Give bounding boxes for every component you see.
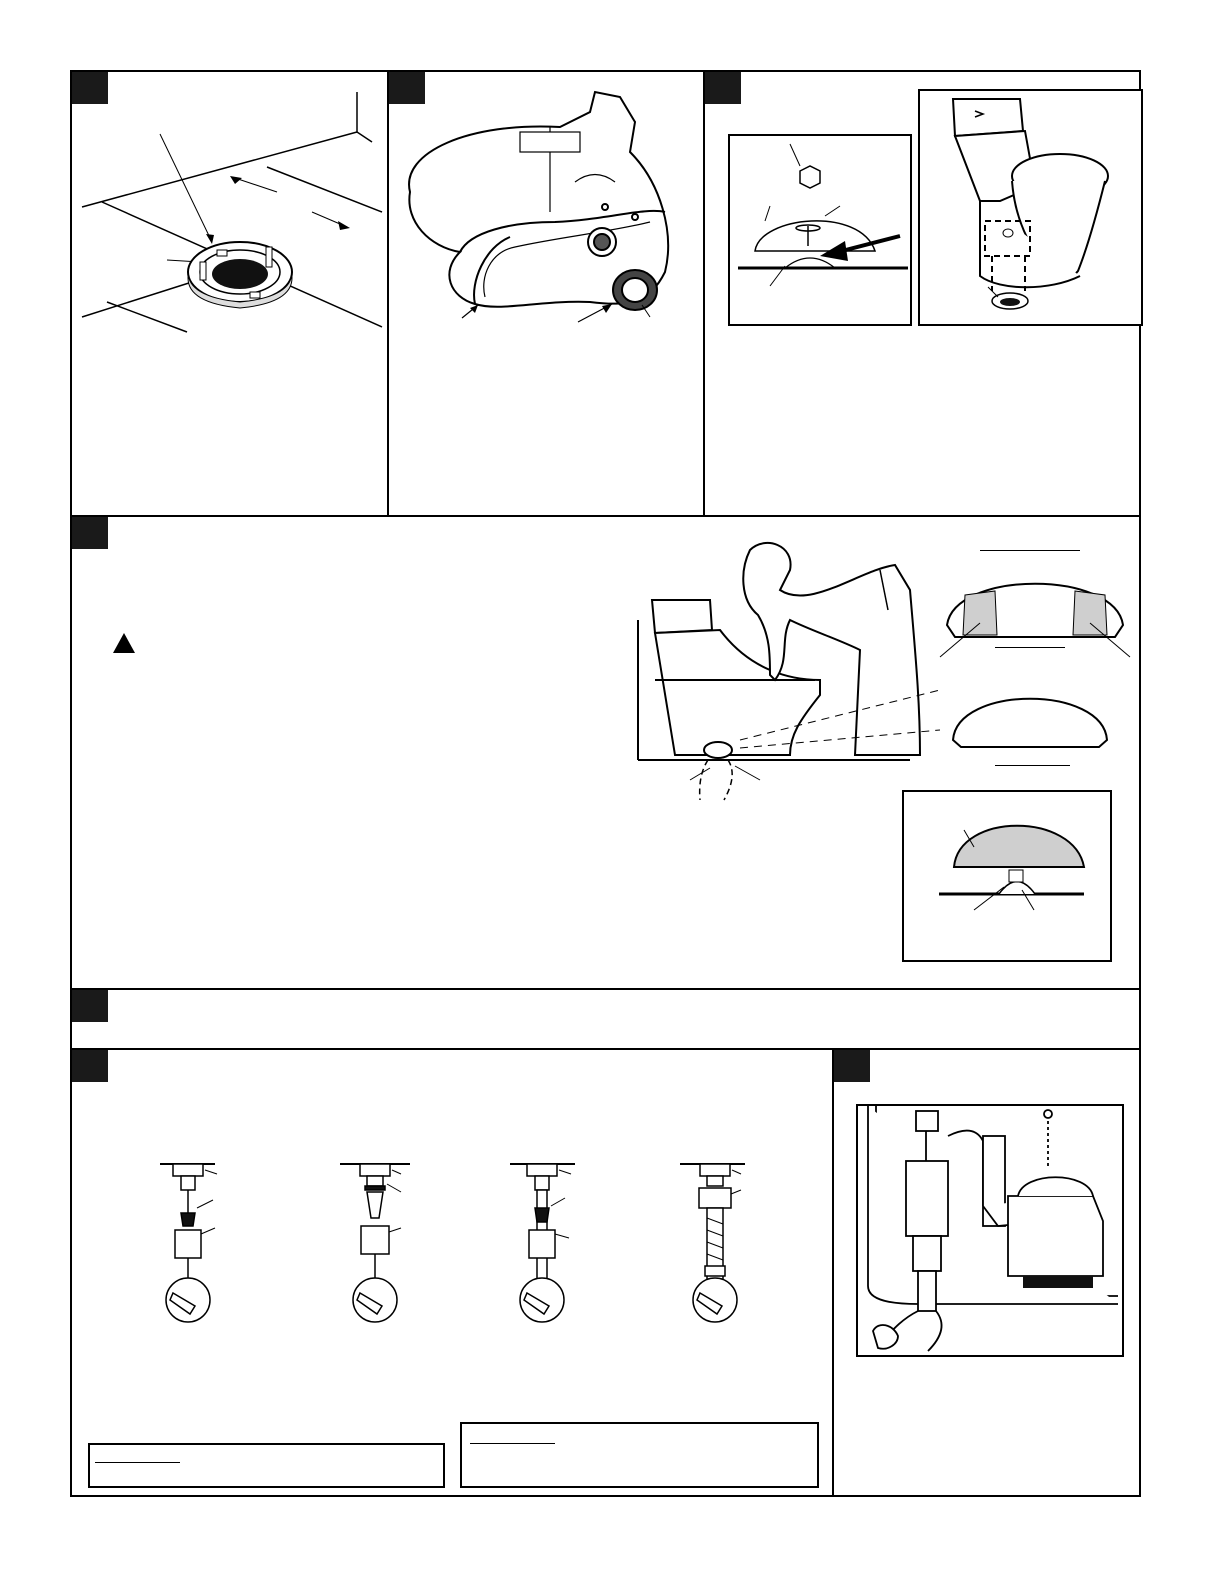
cap-view-rule-top [980, 550, 1080, 551]
supply-connection-variant-3 [505, 1158, 585, 1328]
step-5-badge [72, 990, 108, 1022]
divider-h-1 [70, 515, 1141, 517]
supply-connection-variant-2 [335, 1158, 415, 1328]
step-6-badge [72, 1050, 108, 1082]
divider-h-3 [70, 1048, 1141, 1050]
bolt-cap-shaded-top-view [935, 565, 1135, 665]
tank-fill-valve-illustration [858, 1106, 1122, 1355]
step-7-badge [834, 1050, 870, 1082]
divider-v-2 [703, 70, 705, 517]
supply-connection-variant-1 [155, 1158, 235, 1328]
supply-connection-variant-4 [675, 1158, 755, 1328]
warning-triangle-icon [112, 632, 136, 654]
divider-v-3 [832, 1048, 834, 1497]
shaded-cap-detail-illustration [904, 792, 1110, 960]
toilet-bowl-underside-illustration [390, 72, 702, 512]
note-box-left-heading-rule [95, 1462, 180, 1463]
person-setting-toilet-illustration [630, 530, 930, 830]
note-box-right-heading-rule [470, 1443, 555, 1444]
divider-h-2 [70, 988, 1141, 990]
one-piece-toilet-illustration [920, 91, 1141, 324]
cap-view-rule-mid [995, 647, 1065, 648]
note-box-left [88, 1443, 445, 1488]
divider-v-1 [387, 70, 389, 517]
bolt-cap-side-view [945, 675, 1115, 750]
bolt-cap-detail-illustration [730, 136, 910, 324]
floor-flange-illustration [72, 72, 386, 512]
step-4-badge [72, 517, 108, 549]
cap-view-rule-bottom [995, 765, 1070, 766]
step-3-badge [705, 72, 741, 104]
note-box-right [460, 1422, 819, 1488]
